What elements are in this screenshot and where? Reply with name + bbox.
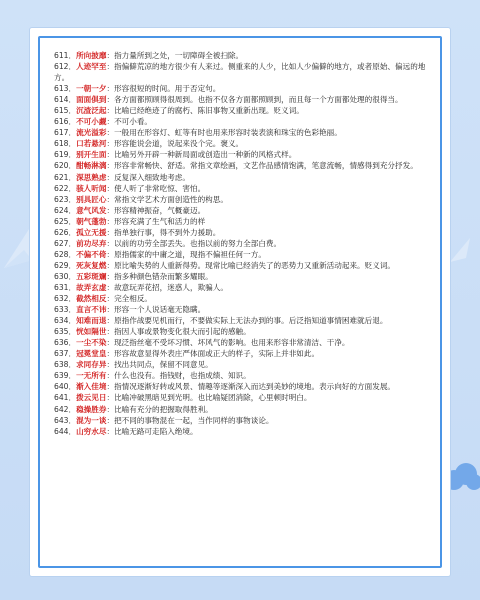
entry-definition: 比喻无路可走陷入绝境。 xyxy=(114,426,198,436)
entry-idiom: 口若悬河 xyxy=(76,139,107,149)
entry-definition: 现泛指丝毫不受坏习惯、坏风气的影响。也用来形容非常清洁、干净。 xyxy=(114,338,350,348)
entry-definition: 故意玩弄花招，迷惑人，欺骗人。 xyxy=(114,282,228,292)
entry-colon: ： xyxy=(106,360,115,370)
idiom-entry xyxy=(54,216,428,227)
idiom-entry xyxy=(54,127,428,138)
idiom-entry xyxy=(54,61,428,83)
entry-idiom: 人迹罕至 xyxy=(76,62,107,72)
entry-number: 631 xyxy=(54,282,69,292)
idiom-entry xyxy=(54,227,428,238)
entry-definition: 反复深入细致地考虑。 xyxy=(114,172,190,182)
entry-definition: 形容很短的时间。用于否定句。 xyxy=(114,84,221,94)
entry-colon: ： xyxy=(106,205,115,215)
entry-number-dot: ． xyxy=(68,426,77,436)
entry-definition: 一般用在形容灯、虹等有时也用来形容时装表演和珠宝的色彩艳丽。 xyxy=(114,128,342,138)
entry-colon: ： xyxy=(106,349,115,359)
entry-colon: ： xyxy=(106,172,115,182)
entry-number: 616 xyxy=(54,117,69,127)
entry-number-dot: ． xyxy=(68,205,77,215)
idiom-entry xyxy=(54,138,428,149)
entry-number: 643 xyxy=(54,415,69,425)
entry-definition: 各方面都照顾得很周到。也指不仅各方面都照顾到，而且每一个方面都处理的很得当。 xyxy=(114,95,403,105)
paper-plane-decoration-small xyxy=(448,236,472,264)
idiom-entry xyxy=(54,271,428,282)
idiom-entry xyxy=(54,337,428,348)
entry-number-dot: ． xyxy=(68,327,77,337)
idiom-entry xyxy=(54,315,428,326)
entry-number-dot: ． xyxy=(68,282,77,292)
entry-number-dot: ． xyxy=(68,183,77,193)
entry-idiom: 流光溢彩 xyxy=(76,128,107,138)
entry-definition: 比喻另外开辟一种新局面或创造出一种新的风格式样。 xyxy=(114,150,297,160)
entry-colon: ： xyxy=(106,227,115,237)
entry-definition: 指情况逐渐好转或风景、情趣等逐渐深入而达到美妙的境地。表示向好的方面发展。 xyxy=(114,382,396,392)
entry-number: 625 xyxy=(54,216,69,226)
entry-number: 635 xyxy=(54,327,69,337)
idiom-entry xyxy=(54,149,428,160)
entry-colon: ： xyxy=(106,327,115,337)
entry-idiom: 稳操胜券 xyxy=(76,404,107,414)
entry-colon: ： xyxy=(106,371,115,381)
entry-definition: 形容一个人说话毫无隐瞒。 xyxy=(114,305,206,315)
entry-number: 638 xyxy=(54,360,69,370)
entry-number: 615 xyxy=(54,106,69,116)
entry-number: 621 xyxy=(54,172,69,182)
entry-number: 628 xyxy=(54,249,69,259)
entry-definition: 完全相反。 xyxy=(114,294,153,304)
idiom-list xyxy=(54,50,428,437)
entry-idiom: 一无所有 xyxy=(76,371,107,381)
idiom-entry xyxy=(54,370,428,381)
entry-definition: 形容故意显得外表庄严体面或正大的样子，实际上并非如此。 xyxy=(114,349,320,359)
entry-number-dot: ． xyxy=(68,338,77,348)
entry-number: 613 xyxy=(54,84,69,94)
entry-definition: 比喻已经绝迹了的腐朽、陈旧事物又重新出现。贬义词。 xyxy=(114,106,304,116)
entry-number: 627 xyxy=(54,238,69,248)
entry-idiom: 别开生面 xyxy=(76,150,107,160)
entry-colon: ： xyxy=(106,95,115,105)
entry-idiom: 沉渣泛起 xyxy=(76,106,107,116)
idiom-card xyxy=(30,28,450,576)
entry-idiom: 故弄玄虚 xyxy=(76,282,107,292)
entry-number: 630 xyxy=(54,271,69,281)
entry-number: 640 xyxy=(54,382,69,392)
entry-number-dot: ． xyxy=(68,382,77,392)
idiom-entry xyxy=(54,116,428,127)
entry-number-dot: ． xyxy=(68,360,77,370)
entry-number: 624 xyxy=(54,205,69,215)
entry-colon: ： xyxy=(106,194,115,204)
idiom-entry xyxy=(54,282,428,293)
entry-number-dot: ． xyxy=(68,139,77,149)
idiom-entry xyxy=(54,260,428,271)
idiom-entry xyxy=(54,83,428,94)
entry-idiom: 所向披靡 xyxy=(76,51,107,60)
entry-colon: ： xyxy=(106,415,115,425)
entry-number-dot: ． xyxy=(68,172,77,182)
entry-definition: 形容充满了生气和活力的样 xyxy=(114,216,206,226)
entry-definition: 不可小看。 xyxy=(114,117,153,127)
entry-idiom: 别具匠心 xyxy=(76,194,107,204)
idiom-entry xyxy=(54,50,428,61)
entry-number: 636 xyxy=(54,338,69,348)
entry-definition: 把不同的事物混在一起，当作同样的事物谈论。 xyxy=(114,415,274,425)
entry-idiom: 深思熟虑 xyxy=(76,172,107,182)
entry-colon: ： xyxy=(106,51,115,60)
entry-definition: 以前的功劳全部丢失。也指以前的努力全部白费。 xyxy=(114,238,282,248)
card-border xyxy=(38,36,442,568)
entry-idiom: 冠冕堂皇 xyxy=(76,349,107,359)
entry-number-dot: ． xyxy=(68,62,77,72)
entry-idiom: 一尘不染 xyxy=(76,338,107,348)
entry-colon: ： xyxy=(106,128,115,138)
idiom-entry xyxy=(54,326,428,337)
entry-definition: 原指儒家的中庸之道，现指不偏袒任何一方。 xyxy=(114,249,266,259)
idiom-entry xyxy=(54,381,428,392)
entry-idiom: 骇人听闻 xyxy=(76,183,107,193)
entry-colon: ： xyxy=(106,282,115,292)
entry-definition: 比喻冲破黑暗见到光明。也比喻疑团消除，心里顿时明白。 xyxy=(114,393,312,403)
entry-number: 641 xyxy=(54,393,69,403)
entry-number-dot: ． xyxy=(68,106,77,116)
entry-number: 623 xyxy=(54,194,69,204)
entry-idiom: 死灰复燃 xyxy=(76,260,107,270)
entry-idiom: 意气风发 xyxy=(76,205,107,215)
entry-idiom: 混为一谈 xyxy=(76,415,107,425)
entry-definition: 找出共同点，保留不同意见。 xyxy=(114,360,213,370)
entry-number-dot: ． xyxy=(68,316,77,326)
entry-number-dot: ． xyxy=(68,238,77,248)
entry-number: 619 xyxy=(54,150,69,160)
entry-definition: 原指作战要见机而行，不要做实际上无法办到的事。后泛指知道事情困难就后退。 xyxy=(114,316,388,326)
entry-number: 618 xyxy=(54,139,69,149)
entry-number-dot: ． xyxy=(68,227,77,237)
entry-colon: ： xyxy=(106,238,115,248)
entry-idiom: 前功尽弃 xyxy=(76,238,107,248)
entry-number-dot: ． xyxy=(68,271,77,281)
entry-idiom: 孤立无援 xyxy=(76,227,107,237)
entry-idiom: 知难而退 xyxy=(76,316,107,326)
entry-number-dot: ． xyxy=(68,84,77,94)
entry-number: 637 xyxy=(54,349,69,359)
idiom-entry xyxy=(54,94,428,105)
entry-colon: ： xyxy=(106,305,115,315)
entry-definition: 常指文学艺术方面创造性的构思。 xyxy=(114,194,228,204)
entry-colon: ： xyxy=(106,117,115,127)
entry-idiom: 酣畅淋漓 xyxy=(76,161,107,171)
entry-number: 622 xyxy=(54,183,69,193)
entry-definition: 指偏僻荒凉的地方很少有人来过。侧重来的人少，比如人少偏僻的地方，或者原始、偏远的地方。 xyxy=(54,62,426,83)
entry-colon: ： xyxy=(106,294,115,304)
entry-idiom: 山穷水尽 xyxy=(76,426,107,436)
entry-idiom: 不偏不倚 xyxy=(76,249,107,259)
entry-number-dot: ． xyxy=(68,415,77,425)
entry-definition: 比喻有充分的把握取得胜利。 xyxy=(114,404,213,414)
entry-number: 617 xyxy=(54,128,69,138)
idiom-entry xyxy=(54,194,428,205)
entry-colon: ： xyxy=(106,150,115,160)
idiom-entry xyxy=(54,172,428,183)
entry-number: 620 xyxy=(54,161,69,171)
entry-definition: 指单独行事，得不到外力援助。 xyxy=(114,227,221,237)
idiom-entry xyxy=(54,183,428,194)
idiom-entry xyxy=(54,205,428,216)
entry-number-dot: ． xyxy=(68,294,77,304)
idiom-entry xyxy=(54,304,428,315)
entry-number-dot: ． xyxy=(68,349,77,359)
entry-idiom: 朝气蓬勃 xyxy=(76,216,107,226)
entry-colon: ： xyxy=(106,338,115,348)
entry-colon: ： xyxy=(106,106,115,116)
entry-idiom: 截然相反 xyxy=(76,294,107,304)
entry-number-dot: ． xyxy=(68,404,77,414)
entry-number: 614 xyxy=(54,95,69,105)
entry-colon: ： xyxy=(106,249,115,259)
entry-definition: 指力量所到之处，一切障碍全被扫除。 xyxy=(114,51,244,60)
entry-number: 644 xyxy=(54,426,69,436)
entry-definition: 形容精神振奋，气概豪迈。 xyxy=(114,205,206,215)
entry-number-dot: ． xyxy=(68,117,77,127)
entry-number: 633 xyxy=(54,305,69,315)
entry-definition: 指多种颜色错杂而繁多耀眼。 xyxy=(114,271,213,281)
entry-definition: 指因人事或景物变化很大而引起的感触。 xyxy=(114,327,251,337)
entry-number-dot: ． xyxy=(68,51,77,60)
entry-number: 632 xyxy=(54,294,69,304)
entry-idiom: 直言不讳 xyxy=(76,305,107,315)
idiom-entry xyxy=(54,404,428,415)
entry-number-dot: ． xyxy=(68,161,77,171)
entry-definition: 形容能说会道，说起来没个完。褒义。 xyxy=(114,139,244,149)
entry-number: 642 xyxy=(54,404,69,414)
entry-colon: ： xyxy=(106,393,115,403)
entry-colon: ： xyxy=(106,316,115,326)
entry-colon: ： xyxy=(106,62,115,72)
entry-idiom: 不可小觑 xyxy=(76,117,107,127)
entry-number: 629 xyxy=(54,260,69,270)
entry-idiom: 渐入佳境 xyxy=(76,382,107,392)
entry-idiom: 一朝一夕 xyxy=(76,84,107,94)
entry-number-dot: ． xyxy=(68,249,77,259)
entry-definition: 什么也没有。指钱财，也指成绩、知识。 xyxy=(114,371,251,381)
entry-number: 612 xyxy=(54,62,69,72)
entry-colon: ： xyxy=(106,183,115,193)
idiom-entry xyxy=(54,392,428,403)
idiom-entry xyxy=(54,293,428,304)
entry-colon: ： xyxy=(106,426,115,436)
entry-idiom: 拨云见日 xyxy=(76,393,107,403)
entry-number: 626 xyxy=(54,227,69,237)
entry-colon: ： xyxy=(106,161,115,171)
entry-idiom: 求同存异 xyxy=(76,360,107,370)
entry-definition: 形容非常畅快、舒适。常指文章绘画，文艺作品感情饱满，笔意流畅，情感得到充分抒发。 xyxy=(114,161,418,171)
entry-number: 639 xyxy=(54,371,69,381)
entry-number: 611 xyxy=(54,51,69,60)
entry-number-dot: ． xyxy=(68,150,77,160)
idiom-entry xyxy=(54,359,428,370)
entry-colon: ： xyxy=(106,404,115,414)
entry-idiom: 面面俱到 xyxy=(76,95,107,105)
idiom-entry xyxy=(54,238,428,249)
entry-number-dot: ． xyxy=(68,260,77,270)
idiom-entry xyxy=(54,415,428,426)
idiom-entry xyxy=(54,160,428,171)
entry-number-dot: ． xyxy=(68,194,77,204)
entry-idiom: 恍如隔世 xyxy=(76,327,107,337)
entry-number-dot: ． xyxy=(68,128,77,138)
entry-number-dot: ． xyxy=(68,216,77,226)
entry-definition: 原比喻失势的人重新得势。现常比喻已经消失了的恶势力又重新活动起来。贬义词。 xyxy=(114,260,396,270)
entry-colon: ： xyxy=(106,84,115,94)
idiom-entry xyxy=(54,348,428,359)
entry-colon: ： xyxy=(106,271,115,281)
entry-idiom: 五彩斑斓 xyxy=(76,271,107,281)
idiom-entry xyxy=(54,249,428,260)
idiom-entry xyxy=(54,426,428,437)
entry-number: 634 xyxy=(54,316,69,326)
entry-colon: ： xyxy=(106,139,115,149)
entry-colon: ： xyxy=(106,216,115,226)
entry-number-dot: ． xyxy=(68,371,77,381)
entry-number-dot: ． xyxy=(68,305,77,315)
entry-colon: ： xyxy=(106,260,115,270)
entry-number-dot: ． xyxy=(68,95,77,105)
idiom-entry xyxy=(54,105,428,116)
entry-colon: ： xyxy=(106,382,115,392)
entry-definition: 使人听了非常吃惊、害怕。 xyxy=(114,183,206,193)
entry-number-dot: ． xyxy=(68,393,77,403)
